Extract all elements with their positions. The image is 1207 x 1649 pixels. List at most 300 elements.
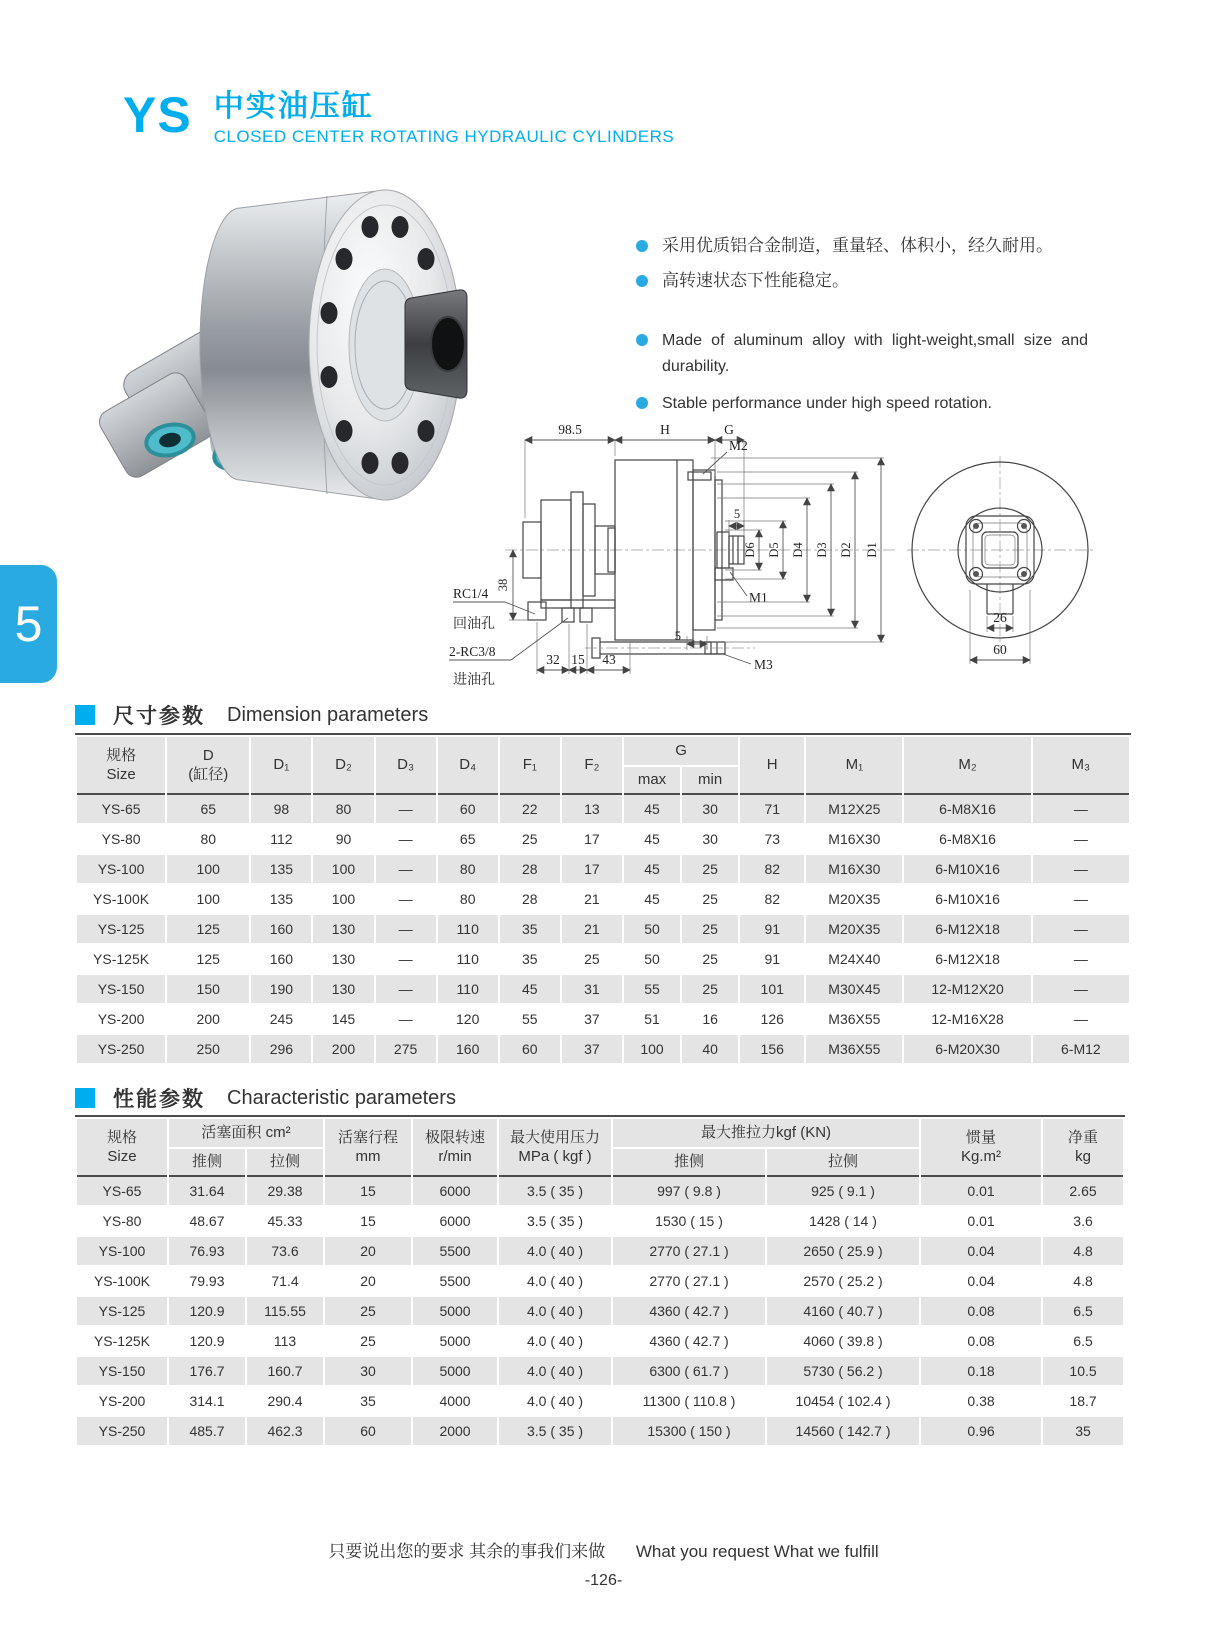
table-cell: 73 — [740, 825, 804, 853]
feature-item — [636, 234, 1088, 258]
table-cell: 4.0 ( 40 ) — [499, 1357, 611, 1385]
table-cell: M36X55 — [806, 1035, 902, 1063]
table-cell: 0.01 — [921, 1177, 1041, 1205]
table-cell: 4.0 ( 40 ) — [499, 1387, 611, 1415]
table-cell: 6.5 — [1043, 1297, 1123, 1325]
table-cell: 130 — [313, 915, 373, 943]
table-cell: 4160 ( 40.7 ) — [767, 1297, 919, 1325]
table-cell: 5000 — [413, 1327, 497, 1355]
col-header-piston-area: 活塞面积 cm² — [169, 1119, 323, 1147]
table-row — [77, 885, 1129, 913]
table-cell: 30 — [682, 795, 738, 823]
col-header-force: 最大推拉力kgf (KN) — [613, 1119, 919, 1147]
table-cell: 4.8 — [1043, 1267, 1123, 1295]
dim-98-5: 98.5 — [558, 422, 582, 437]
table-cell: 120.9 — [169, 1297, 245, 1325]
table-cell: 11300 ( 110.8 ) — [613, 1387, 765, 1415]
table-row — [77, 1357, 1123, 1385]
table-cell: 6-M20X30 — [904, 1035, 1030, 1063]
table-cell: 82 — [740, 855, 804, 883]
dim-43: 43 — [602, 652, 616, 667]
table-cell: 5000 — [413, 1297, 497, 1325]
col-header-f1: F₁ — [500, 737, 560, 793]
col-header-d: D (缸径) — [167, 737, 249, 793]
table-cell: 200 — [167, 1005, 249, 1033]
table-cell: 296 — [251, 1035, 311, 1063]
table-cell: 25 — [682, 945, 738, 973]
table-cell: 290.4 — [247, 1387, 323, 1415]
col-header-force-push: 推侧 — [613, 1149, 765, 1175]
table-cell: — — [376, 1005, 436, 1033]
table-row — [77, 1297, 1123, 1325]
col-header-pressure: 最大使用压力 MPa ( kgf ) — [499, 1119, 611, 1175]
table-cell: — — [376, 915, 436, 943]
table-cell: 35 — [1043, 1417, 1123, 1445]
table-cell: 15 — [325, 1177, 411, 1205]
dimension-table — [75, 733, 1131, 1065]
table-cell: 6-M8X16 — [904, 825, 1030, 853]
table-row — [77, 1387, 1123, 1415]
table-cell: 130 — [313, 945, 373, 973]
label-return-port-name: 回油孔 — [453, 615, 495, 631]
label-m3: M3 — [754, 657, 773, 672]
table-cell: YS-150 — [77, 975, 165, 1003]
label-d3: D3 — [815, 542, 829, 558]
characteristic-table — [75, 1115, 1125, 1447]
table-cell: 80 — [167, 825, 249, 853]
table-cell: M16X30 — [806, 825, 902, 853]
table-cell: 120.9 — [169, 1327, 245, 1355]
table-cell: 60 — [500, 1035, 560, 1063]
table-cell: 45 — [624, 885, 680, 913]
table-cell: 60 — [325, 1417, 411, 1445]
table-cell: 150 — [167, 975, 249, 1003]
table-cell: 1428 ( 14 ) — [767, 1207, 919, 1235]
label-inlet-port-name: 进油孔 — [453, 671, 495, 687]
label-m2: M2 — [729, 438, 748, 453]
table-cell: — — [376, 795, 436, 823]
table-cell: 18.7 — [1043, 1387, 1123, 1415]
table-cell: M36X55 — [806, 1005, 902, 1033]
table-cell: 6-M12 — [1033, 1035, 1129, 1063]
table-cell: 3.5 ( 35 ) — [499, 1207, 611, 1235]
table-cell: 35 — [500, 915, 560, 943]
table-cell: 2770 ( 27.1 ) — [613, 1237, 765, 1265]
table-cell: YS-250 — [77, 1417, 167, 1445]
table-cell: 0.01 — [921, 1207, 1041, 1235]
table-cell: 45.33 — [247, 1207, 323, 1235]
table-cell: 190 — [251, 975, 311, 1003]
table-cell: 25 — [682, 915, 738, 943]
col-header-size: 规格 Size — [77, 1119, 167, 1175]
table-cell: 5500 — [413, 1237, 497, 1265]
table-cell: 5730 ( 56.2 ) — [767, 1357, 919, 1385]
table-cell: 176.7 — [169, 1357, 245, 1385]
table-cell: 28 — [500, 885, 560, 913]
section-dimension — [75, 700, 428, 730]
table-row — [77, 915, 1129, 943]
table-cell: YS-80 — [77, 1207, 167, 1235]
table-cell: 156 — [740, 1035, 804, 1063]
table-cell: 925 ( 9.1 ) — [767, 1177, 919, 1205]
col-header-m1: M₁ — [806, 737, 902, 793]
table-cell: — — [376, 825, 436, 853]
table-cell: 80 — [438, 855, 498, 883]
table-cell: 0.08 — [921, 1297, 1041, 1325]
table-cell: 17 — [562, 855, 622, 883]
table-cell: 5500 — [413, 1267, 497, 1295]
col-header-push: 推侧 — [169, 1149, 245, 1175]
table-cell: 76.93 — [169, 1237, 245, 1265]
table-cell: 45 — [624, 795, 680, 823]
table-cell: 25 — [500, 825, 560, 853]
table-cell: M12X25 — [806, 795, 902, 823]
table-cell: 80 — [313, 795, 373, 823]
table-cell: YS-125K — [77, 945, 165, 973]
table-cell: 4360 ( 42.7 ) — [613, 1327, 765, 1355]
table-cell: 35 — [500, 945, 560, 973]
bullet-icon — [636, 334, 648, 346]
table-cell: 50 — [624, 915, 680, 943]
table-cell: 4.0 ( 40 ) — [499, 1267, 611, 1295]
table-row — [77, 945, 1129, 973]
table-cell: 21 — [562, 915, 622, 943]
table-cell: 6000 — [413, 1207, 497, 1235]
table-cell: — — [376, 975, 436, 1003]
table-cell: YS-100 — [77, 1237, 167, 1265]
dim-26: 26 — [993, 610, 1007, 625]
feature-text: 高转速状态下性能稳定。 — [662, 271, 849, 290]
table-cell: 110 — [438, 975, 498, 1003]
col-header-weight: 净重 kg — [1043, 1119, 1123, 1175]
table-cell: 4.8 — [1043, 1237, 1123, 1265]
table-cell: 90 — [313, 825, 373, 853]
table-cell: 45 — [500, 975, 560, 1003]
table-cell: 6-M12X18 — [904, 945, 1030, 973]
table-cell: 6-M12X18 — [904, 915, 1030, 943]
table-row — [77, 975, 1129, 1003]
table-cell: — — [1033, 825, 1129, 853]
table-cell: 16 — [682, 1005, 738, 1033]
table-cell: 0.38 — [921, 1387, 1041, 1415]
table-cell: 21 — [562, 885, 622, 913]
table-cell: 31.64 — [169, 1177, 245, 1205]
table-cell: 113 — [247, 1327, 323, 1355]
table-cell: 2570 ( 25.2 ) — [767, 1267, 919, 1295]
table-cell: — — [1033, 885, 1129, 913]
table-cell: — — [1033, 855, 1129, 883]
table-cell: 25 — [682, 975, 738, 1003]
table-cell: 115.55 — [247, 1297, 323, 1325]
table-cell: 12-M16X28 — [904, 1005, 1030, 1033]
section-title-cn: 尺寸参数 — [113, 705, 205, 728]
feature-text: 采用优质铝合金制造，重量轻、体积小，经久耐用。 — [662, 236, 1053, 255]
dim-38: 38 — [496, 578, 510, 592]
table-cell: 30 — [682, 825, 738, 853]
table-cell: 10454 ( 102.4 ) — [767, 1387, 919, 1415]
title-english: CLOSED CENTER ROTATING HYDRAULIC CYLINDERS — [213, 127, 675, 146]
table-cell: YS-200 — [77, 1387, 167, 1415]
col-header-g-min: min — [682, 767, 738, 793]
table-cell: 125 — [167, 915, 249, 943]
table-cell: 112 — [251, 825, 311, 853]
table-cell: YS-250 — [77, 1035, 165, 1063]
table-cell: 91 — [740, 945, 804, 973]
bullet-icon — [636, 240, 648, 252]
table-cell: 60 — [438, 795, 498, 823]
table-cell: YS-80 — [77, 825, 165, 853]
table-cell: M30X45 — [806, 975, 902, 1003]
feature-item — [636, 328, 1088, 380]
table-cell: 45 — [624, 855, 680, 883]
col-header-f2: F₂ — [562, 737, 622, 793]
col-header-d3: D₃ — [376, 737, 436, 793]
table-cell: 22 — [500, 795, 560, 823]
table-cell: 6.5 — [1043, 1327, 1123, 1355]
footer-motto — [0, 1537, 1207, 1562]
table-cell: 20 — [325, 1267, 411, 1295]
table-cell: — — [1033, 795, 1129, 823]
col-header-h: H — [740, 737, 804, 793]
table-cell: 2000 — [413, 1417, 497, 1445]
table-cell: M24X40 — [806, 945, 902, 973]
table-cell: 25 — [562, 945, 622, 973]
col-header-d2: D₂ — [313, 737, 373, 793]
section-characteristic — [75, 1083, 456, 1113]
table-cell: M20X35 — [806, 915, 902, 943]
table-cell: 5000 — [413, 1357, 497, 1385]
table-cell: 37 — [562, 1005, 622, 1033]
label-d4: D4 — [791, 542, 805, 558]
table-cell: 50 — [624, 945, 680, 973]
col-header-speed: 极限转速 r/min — [413, 1119, 497, 1175]
table-cell: 6000 — [413, 1177, 497, 1205]
table-cell: 314.1 — [169, 1387, 245, 1415]
table-row — [77, 1035, 1129, 1063]
table-cell: 48.67 — [169, 1207, 245, 1235]
table-cell: 29.38 — [247, 1177, 323, 1205]
table-cell: 0.08 — [921, 1327, 1041, 1355]
table-cell: 98 — [251, 795, 311, 823]
table-cell: 3.5 ( 35 ) — [499, 1417, 611, 1445]
table-cell: 120 — [438, 1005, 498, 1033]
col-header-size: 规格 Size — [77, 737, 165, 793]
table-cell: 130 — [313, 975, 373, 1003]
table-cell: YS-100K — [77, 885, 165, 913]
section-marker-icon — [75, 705, 95, 725]
table-cell: 2770 ( 27.1 ) — [613, 1267, 765, 1295]
table-cell: M20X35 — [806, 885, 902, 913]
table-cell: 0.04 — [921, 1267, 1041, 1295]
col-header-d4: D₄ — [438, 737, 498, 793]
table-cell: YS-125K — [77, 1327, 167, 1355]
table-cell: 101 — [740, 975, 804, 1003]
table-cell: — — [376, 855, 436, 883]
table-cell: YS-125 — [77, 1297, 167, 1325]
table-cell: 65 — [438, 825, 498, 853]
table-cell: — — [1033, 915, 1129, 943]
label-d5: D5 — [767, 542, 781, 558]
table-cell: 6-M8X16 — [904, 795, 1030, 823]
chapter-tab[interactable]: 5 — [0, 565, 57, 683]
table-cell: 125 — [167, 945, 249, 973]
section-title-cn: 性能参数 — [113, 1088, 205, 1111]
table-cell: 71.4 — [247, 1267, 323, 1295]
table-cell: 0.18 — [921, 1357, 1041, 1385]
dim-32: 32 — [546, 652, 560, 667]
col-header-d1: D₁ — [251, 737, 311, 793]
table-cell: 160.7 — [247, 1357, 323, 1385]
col-header-m3: M₃ — [1033, 737, 1129, 793]
table-cell: 100 — [313, 855, 373, 883]
table-cell: 110 — [438, 945, 498, 973]
table-cell: YS-65 — [77, 1177, 167, 1205]
bullet-icon — [636, 275, 648, 287]
table-cell: 3.5 ( 35 ) — [499, 1177, 611, 1205]
table-cell: 73.6 — [247, 1237, 323, 1265]
table-cell: 0.04 — [921, 1237, 1041, 1265]
dim-15: 15 — [571, 652, 585, 667]
drawing-side-view — [449, 422, 895, 687]
table-cell: 80 — [438, 885, 498, 913]
table-row — [77, 855, 1129, 883]
table-cell: 0.96 — [921, 1417, 1041, 1445]
table-cell: 100 — [624, 1035, 680, 1063]
table-cell: 997 ( 9.8 ) — [613, 1177, 765, 1205]
table-cell: 91 — [740, 915, 804, 943]
table-cell: — — [1033, 975, 1129, 1003]
model-code: YS — [123, 87, 192, 143]
table-cell: 4000 — [413, 1387, 497, 1415]
col-header-g: G — [624, 737, 738, 765]
section-title-en: Dimension parameters — [227, 703, 429, 726]
table-cell: 160 — [438, 1035, 498, 1063]
table-cell: 40 — [682, 1035, 738, 1063]
table-cell: 25 — [682, 855, 738, 883]
table-cell: 71 — [740, 795, 804, 823]
feature-text: Stable performance under high speed rotation. — [662, 395, 992, 412]
table-cell: 25 — [325, 1297, 411, 1325]
col-header-stroke: 活塞行程 mm — [325, 1119, 411, 1175]
table-cell: 13 — [562, 795, 622, 823]
label-return-port-thread: RC1/4 — [453, 586, 489, 601]
table-cell: 79.93 — [169, 1267, 245, 1295]
table-row — [77, 1177, 1123, 1205]
table-cell: 485.7 — [169, 1417, 245, 1445]
col-header-g-max: max — [624, 767, 680, 793]
table-cell: 17 — [562, 825, 622, 853]
table-cell: 15 — [325, 1207, 411, 1235]
table-cell: 4360 ( 42.7 ) — [613, 1297, 765, 1325]
title-chinese: 中实油压缸 — [213, 90, 374, 123]
table-cell: 15300 ( 150 ) — [613, 1417, 765, 1445]
table-cell: 245 — [251, 1005, 311, 1033]
table-cell: YS-100 — [77, 855, 165, 883]
table-row — [77, 825, 1129, 853]
table-cell: — — [1033, 945, 1129, 973]
table-cell: 31 — [562, 975, 622, 1003]
label-inlet-port-thread: 2-RC3/8 — [449, 644, 496, 659]
table-cell: 55 — [500, 1005, 560, 1033]
technical-drawing — [425, 390, 1105, 690]
table-cell: 145 — [313, 1005, 373, 1033]
table-row — [77, 1327, 1123, 1355]
table-cell: 25 — [682, 885, 738, 913]
table-row — [77, 1267, 1123, 1295]
footer-motto-en: What you request What we fulfill — [635, 1542, 879, 1561]
table-cell: 20 — [325, 1237, 411, 1265]
table-cell: 100 — [313, 885, 373, 913]
label-m1: M1 — [749, 590, 768, 605]
table-cell: 28 — [500, 855, 560, 883]
table-cell: — — [376, 885, 436, 913]
table-cell: 110 — [438, 915, 498, 943]
drawing-front-view — [907, 456, 1093, 664]
section-marker-icon — [75, 1088, 95, 1108]
table-cell: YS-100K — [77, 1267, 167, 1295]
table-cell: — — [376, 945, 436, 973]
table-cell: 100 — [167, 855, 249, 883]
table-cell: 1530 ( 15 ) — [613, 1207, 765, 1235]
col-header-inertia: 惯量 Kg.m² — [921, 1119, 1041, 1175]
table-cell: 135 — [251, 855, 311, 883]
dim-h: H — [660, 422, 670, 437]
table-cell: 250 — [167, 1035, 249, 1063]
table-cell: 6300 ( 61.7 ) — [613, 1357, 765, 1385]
table-cell: 6-M10X16 — [904, 855, 1030, 883]
table-cell: 200 — [313, 1035, 373, 1063]
table-cell: 135 — [251, 885, 311, 913]
col-header-pull: 拉侧 — [247, 1149, 323, 1175]
table-cell: 160 — [251, 945, 311, 973]
label-d6: D6 — [743, 542, 757, 558]
table-cell: 10.5 — [1043, 1357, 1123, 1385]
table-cell: YS-125 — [77, 915, 165, 943]
table-cell: 25 — [325, 1327, 411, 1355]
page-number: -126- — [584, 1572, 623, 1589]
table-cell: 4060 ( 39.8 ) — [767, 1327, 919, 1355]
dim-g: G — [724, 422, 734, 437]
table-cell: 126 — [740, 1005, 804, 1033]
table-cell: 4.0 ( 40 ) — [499, 1327, 611, 1355]
table-row — [77, 1005, 1129, 1033]
table-cell: 51 — [624, 1005, 680, 1033]
table-row — [77, 795, 1129, 823]
table-cell: 12-M12X20 — [904, 975, 1030, 1003]
table-cell: 35 — [325, 1387, 411, 1415]
table-cell: 82 — [740, 885, 804, 913]
table-cell: 2.65 — [1043, 1177, 1123, 1205]
table-row — [77, 1237, 1123, 1265]
table-cell: 160 — [251, 915, 311, 943]
table-cell: YS-65 — [77, 795, 165, 823]
table-cell: 100 — [167, 885, 249, 913]
label-d1: D1 — [865, 542, 879, 558]
table-cell: M16X30 — [806, 855, 902, 883]
table-cell: 462.3 — [247, 1417, 323, 1445]
table-cell: 4.0 ( 40 ) — [499, 1237, 611, 1265]
table-cell: 14560 ( 142.7 ) — [767, 1417, 919, 1445]
table-cell: 275 — [376, 1035, 436, 1063]
table-cell: — — [1033, 1005, 1129, 1033]
table-cell: YS-150 — [77, 1357, 167, 1385]
table-cell: 55 — [624, 975, 680, 1003]
table-cell: 4.0 ( 40 ) — [499, 1297, 611, 1325]
dim-5-bottom: 5 — [674, 629, 681, 643]
footer-motto-cn: 只要说出您的要求 其余的事我们来做 — [328, 1542, 606, 1561]
col-header-m2: M₂ — [904, 737, 1030, 793]
section-title-en: Characteristic parameters — [227, 1086, 456, 1109]
